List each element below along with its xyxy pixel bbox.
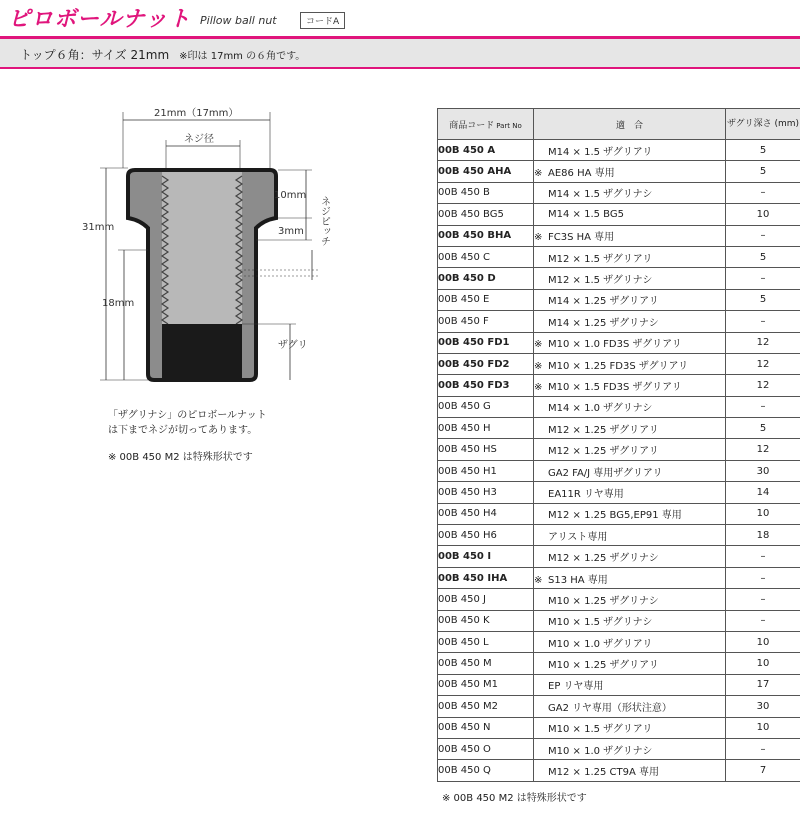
counterbore-label: ザグリ [278, 340, 308, 351]
cell-code: 00B 450 I [438, 546, 534, 567]
cell-depth: 18 [726, 525, 800, 546]
cell-code: 00B 450 B [438, 182, 534, 203]
note-mark: ※ [534, 339, 543, 351]
table-row [438, 460, 800, 481]
cell-fit-text: M10 × 1.5 ザグリアリ [548, 724, 653, 736]
cell-fit-text: M14 × 1.5 ザグリナシ [548, 189, 653, 201]
cell-fit-text: M14 × 1.25 ザグリナシ [548, 317, 659, 329]
table-row [438, 567, 800, 588]
subtitle-rule [0, 67, 800, 69]
cell-fit-text: M10 × 1.25 ザグリナシ [548, 595, 659, 607]
note-mark: ※ [534, 574, 543, 586]
cell-depth: 12 [726, 332, 800, 353]
table-body [438, 140, 800, 782]
subtitle-note: ※印は 17mm の６角です。 [179, 51, 306, 62]
page-header [0, 0, 800, 36]
cell-depth: 30 [726, 696, 800, 717]
cell-code: 00B 450 M2 [438, 696, 534, 717]
cell-fit-text: FC3S HA 専用 [548, 232, 615, 244]
table-row [438, 161, 800, 182]
cell-fit [534, 653, 726, 674]
table-row [438, 246, 800, 267]
note-mark: ※ [534, 360, 543, 372]
table-row [438, 589, 800, 610]
cell-fit [534, 418, 726, 439]
table-footnote: ※ 00B 450 M2 は特殊形状です [442, 793, 587, 804]
thread-label: ネジ径 [184, 134, 214, 145]
cell-code: 00B 450 FD3 [438, 375, 534, 396]
cell-fit [534, 182, 726, 203]
cell-fit-text: M14 × 1.0 ザグリナシ [548, 403, 653, 415]
table-row [438, 332, 800, 353]
cell-fit [534, 396, 726, 417]
cell-code: 00B 450 BG5 [438, 204, 534, 225]
code-badge: コードA [300, 12, 345, 29]
cell-depth: 10 [726, 503, 800, 524]
cell-code: 00B 450 H [438, 418, 534, 439]
pitch-label: ネジピッチ [318, 196, 330, 246]
cell-code: 00B 450 L [438, 631, 534, 652]
cell-depth: – [726, 182, 800, 203]
subtitle-text: トップ６角：サイズ 21mm [20, 48, 170, 62]
table-row [438, 610, 800, 631]
table-header-row [438, 109, 800, 140]
cell-fit [534, 375, 726, 396]
cell-fit [534, 503, 726, 524]
cell-depth: 12 [726, 439, 800, 460]
cell-code: 00B 450 F [438, 311, 534, 332]
cell-code: 00B 450 D [438, 268, 534, 289]
table-row [438, 418, 800, 439]
cell-depth: 5 [726, 418, 800, 439]
step-label: 3mm [278, 226, 304, 237]
cell-fit [534, 289, 726, 310]
cell-code: 00B 450 E [438, 289, 534, 310]
cell-fit-text: M10 × 1.0 FD3S ザグリアリ [548, 339, 682, 351]
table-row [438, 204, 800, 225]
header-code-en: Part No [496, 121, 522, 130]
cell-code: 00B 450 C [438, 246, 534, 267]
cell-depth: 17 [726, 674, 800, 695]
table-row [438, 525, 800, 546]
cell-fit [534, 460, 726, 481]
cell-depth: 5 [726, 161, 800, 182]
cell-code: 00B 450 M [438, 653, 534, 674]
cell-fit-text: M14 × 1.25 ザグリアリ [548, 296, 659, 308]
cell-fit [534, 567, 726, 588]
table-row [438, 503, 800, 524]
cell-code: 00B 450 FD2 [438, 353, 534, 374]
cell-depth: 10 [726, 717, 800, 738]
cell-fit-text: M12 × 1.25 ザグリナシ [548, 553, 659, 565]
cell-code: 00B 450 K [438, 610, 534, 631]
cell-fit-text: AE86 HA 専用 [548, 168, 615, 180]
nut-diagram [80, 100, 350, 400]
table-row [438, 140, 800, 161]
cell-fit-text: M14 × 1.5 ザグリアリ [548, 146, 653, 158]
cell-fit [534, 589, 726, 610]
cell-depth: – [726, 610, 800, 631]
cell-fit-text: M10 × 1.5 FD3S ザグリアリ [548, 381, 682, 393]
cell-fit-text: M10 × 1.0 ザグリナシ [548, 745, 653, 757]
cell-fit-text: M10 × 1.25 ザグリアリ [548, 660, 659, 672]
cell-fit [534, 204, 726, 225]
cell-depth: – [726, 546, 800, 567]
cell-fit-text: M12 × 1.25 CT9A 専用 [548, 767, 660, 779]
cell-fit [534, 140, 726, 161]
cell-depth: 5 [726, 140, 800, 161]
table-row [438, 482, 800, 503]
cell-code: 00B 450 M1 [438, 674, 534, 695]
table-row [438, 439, 800, 460]
cell-code: 00B 450 BHA [438, 225, 534, 246]
cell-fit-text: M12 × 1.25 BG5,EP91 専用 [548, 510, 682, 522]
cell-fit-text: GA2 FA/J 専用ザグリアリ [548, 467, 663, 479]
table-row [438, 375, 800, 396]
cell-code: 00B 450 O [438, 738, 534, 759]
cell-fit [534, 546, 726, 567]
note-mark: ※ [534, 381, 543, 393]
diagram-notes [108, 408, 267, 438]
width-label: 21mm（17mm） [154, 108, 239, 119]
cell-fit-text: M12 × 1.25 ザグリアリ [548, 424, 659, 436]
table-row [438, 268, 800, 289]
cell-fit [534, 696, 726, 717]
cell-fit-text: GA2 リヤ専用（形状注意） [548, 702, 672, 714]
table-row [438, 311, 800, 332]
cell-code: 00B 450 H4 [438, 503, 534, 524]
cell-code: 00B 450 H6 [438, 525, 534, 546]
page-title: ピロボールナット [8, 7, 192, 32]
cell-depth: 10 [726, 653, 800, 674]
note-line-3: ※ 00B 450 M2 は特殊形状です [108, 452, 253, 463]
header-depth: ザグリ深さ (mm) [726, 109, 800, 140]
table-row [438, 674, 800, 695]
table-row [438, 546, 800, 567]
cell-code: 00B 450 N [438, 717, 534, 738]
cell-fit-text: EA11R リヤ専用 [548, 488, 624, 500]
cell-fit [534, 760, 726, 781]
cell-fit-text: アリスト専用 [548, 531, 608, 543]
cell-fit-text: M10 × 1.25 FD3S ザグリアリ [548, 360, 689, 372]
note-mark: ※ [534, 168, 543, 180]
top-hex-label: 10mm [274, 190, 307, 201]
table-row [438, 696, 800, 717]
cell-fit [534, 332, 726, 353]
table-row [438, 738, 800, 759]
cell-fit-text: S13 HA 専用 [548, 574, 608, 586]
header-code [438, 109, 534, 140]
cell-fit-text: M10 × 1.5 ザグリナシ [548, 617, 653, 629]
cell-depth: 10 [726, 631, 800, 652]
header-fit: 適 合 [534, 109, 726, 140]
cell-fit [534, 268, 726, 289]
cell-depth: 5 [726, 246, 800, 267]
cell-code: 00B 450 A [438, 140, 534, 161]
table-row [438, 289, 800, 310]
parts-table [437, 108, 800, 782]
cell-depth: – [726, 268, 800, 289]
counterbore [162, 324, 242, 378]
cell-fit [534, 246, 726, 267]
cell-fit [534, 610, 726, 631]
cell-depth: – [726, 589, 800, 610]
cell-fit-text: M12 × 1.25 ザグリアリ [548, 446, 659, 458]
cell-depth: – [726, 738, 800, 759]
cell-depth: 5 [726, 289, 800, 310]
cell-fit-text: EP リヤ専用 [548, 681, 604, 693]
cell-depth: – [726, 396, 800, 417]
table-row [438, 631, 800, 652]
cell-depth: 12 [726, 375, 800, 396]
cell-depth: 30 [726, 460, 800, 481]
cell-code: 00B 450 AHA [438, 161, 534, 182]
cell-fit [534, 439, 726, 460]
note-line-1: 「ザグリナシ」のピロボールナット [108, 410, 267, 421]
cell-depth: 7 [726, 760, 800, 781]
cell-fit-text: M14 × 1.5 BG5 [548, 208, 624, 220]
cell-code: 00B 450 H1 [438, 460, 534, 481]
cell-code: 00B 450 FD1 [438, 332, 534, 353]
table-row [438, 182, 800, 203]
lower-height-label: 18mm [102, 298, 135, 309]
table-row [438, 760, 800, 781]
cell-fit [534, 311, 726, 332]
thread-bore [162, 172, 242, 324]
cell-fit-text: M12 × 1.5 ザグリナシ [548, 275, 653, 287]
table-row [438, 353, 800, 374]
cell-fit [534, 353, 726, 374]
cell-depth: 14 [726, 482, 800, 503]
cell-depth: 12 [726, 353, 800, 374]
cell-fit [534, 717, 726, 738]
note-mark: ※ [534, 232, 543, 244]
header-code-jp: 商品コード [449, 120, 495, 131]
cell-depth: – [726, 225, 800, 246]
cell-fit [534, 674, 726, 695]
table-row [438, 225, 800, 246]
table-row [438, 717, 800, 738]
subtitle [20, 46, 305, 63]
cell-fit [534, 482, 726, 503]
cell-code: 00B 450 Q [438, 760, 534, 781]
cell-fit [534, 525, 726, 546]
cell-fit [534, 738, 726, 759]
cell-depth: 10 [726, 204, 800, 225]
cell-fit [534, 225, 726, 246]
cell-code: 00B 450 HS [438, 439, 534, 460]
cell-code: 00B 450 H3 [438, 482, 534, 503]
cell-fit [534, 631, 726, 652]
cell-depth: – [726, 567, 800, 588]
cell-depth: – [726, 311, 800, 332]
table-row [438, 653, 800, 674]
note-line-2: は下までネジが切ってあります。 [108, 425, 258, 436]
total-height-label: 31mm [82, 222, 115, 233]
cell-fit-text: M12 × 1.5 ザグリアリ [548, 253, 653, 265]
table-row [438, 396, 800, 417]
cell-fit [534, 161, 726, 182]
cell-code: 00B 450 J [438, 589, 534, 610]
page-title-en: Pillow ball nut [200, 14, 277, 27]
cell-fit-text: M10 × 1.0 ザグリアリ [548, 638, 653, 650]
cell-code: 00B 450 G [438, 396, 534, 417]
cell-code: 00B 450 IHA [438, 567, 534, 588]
